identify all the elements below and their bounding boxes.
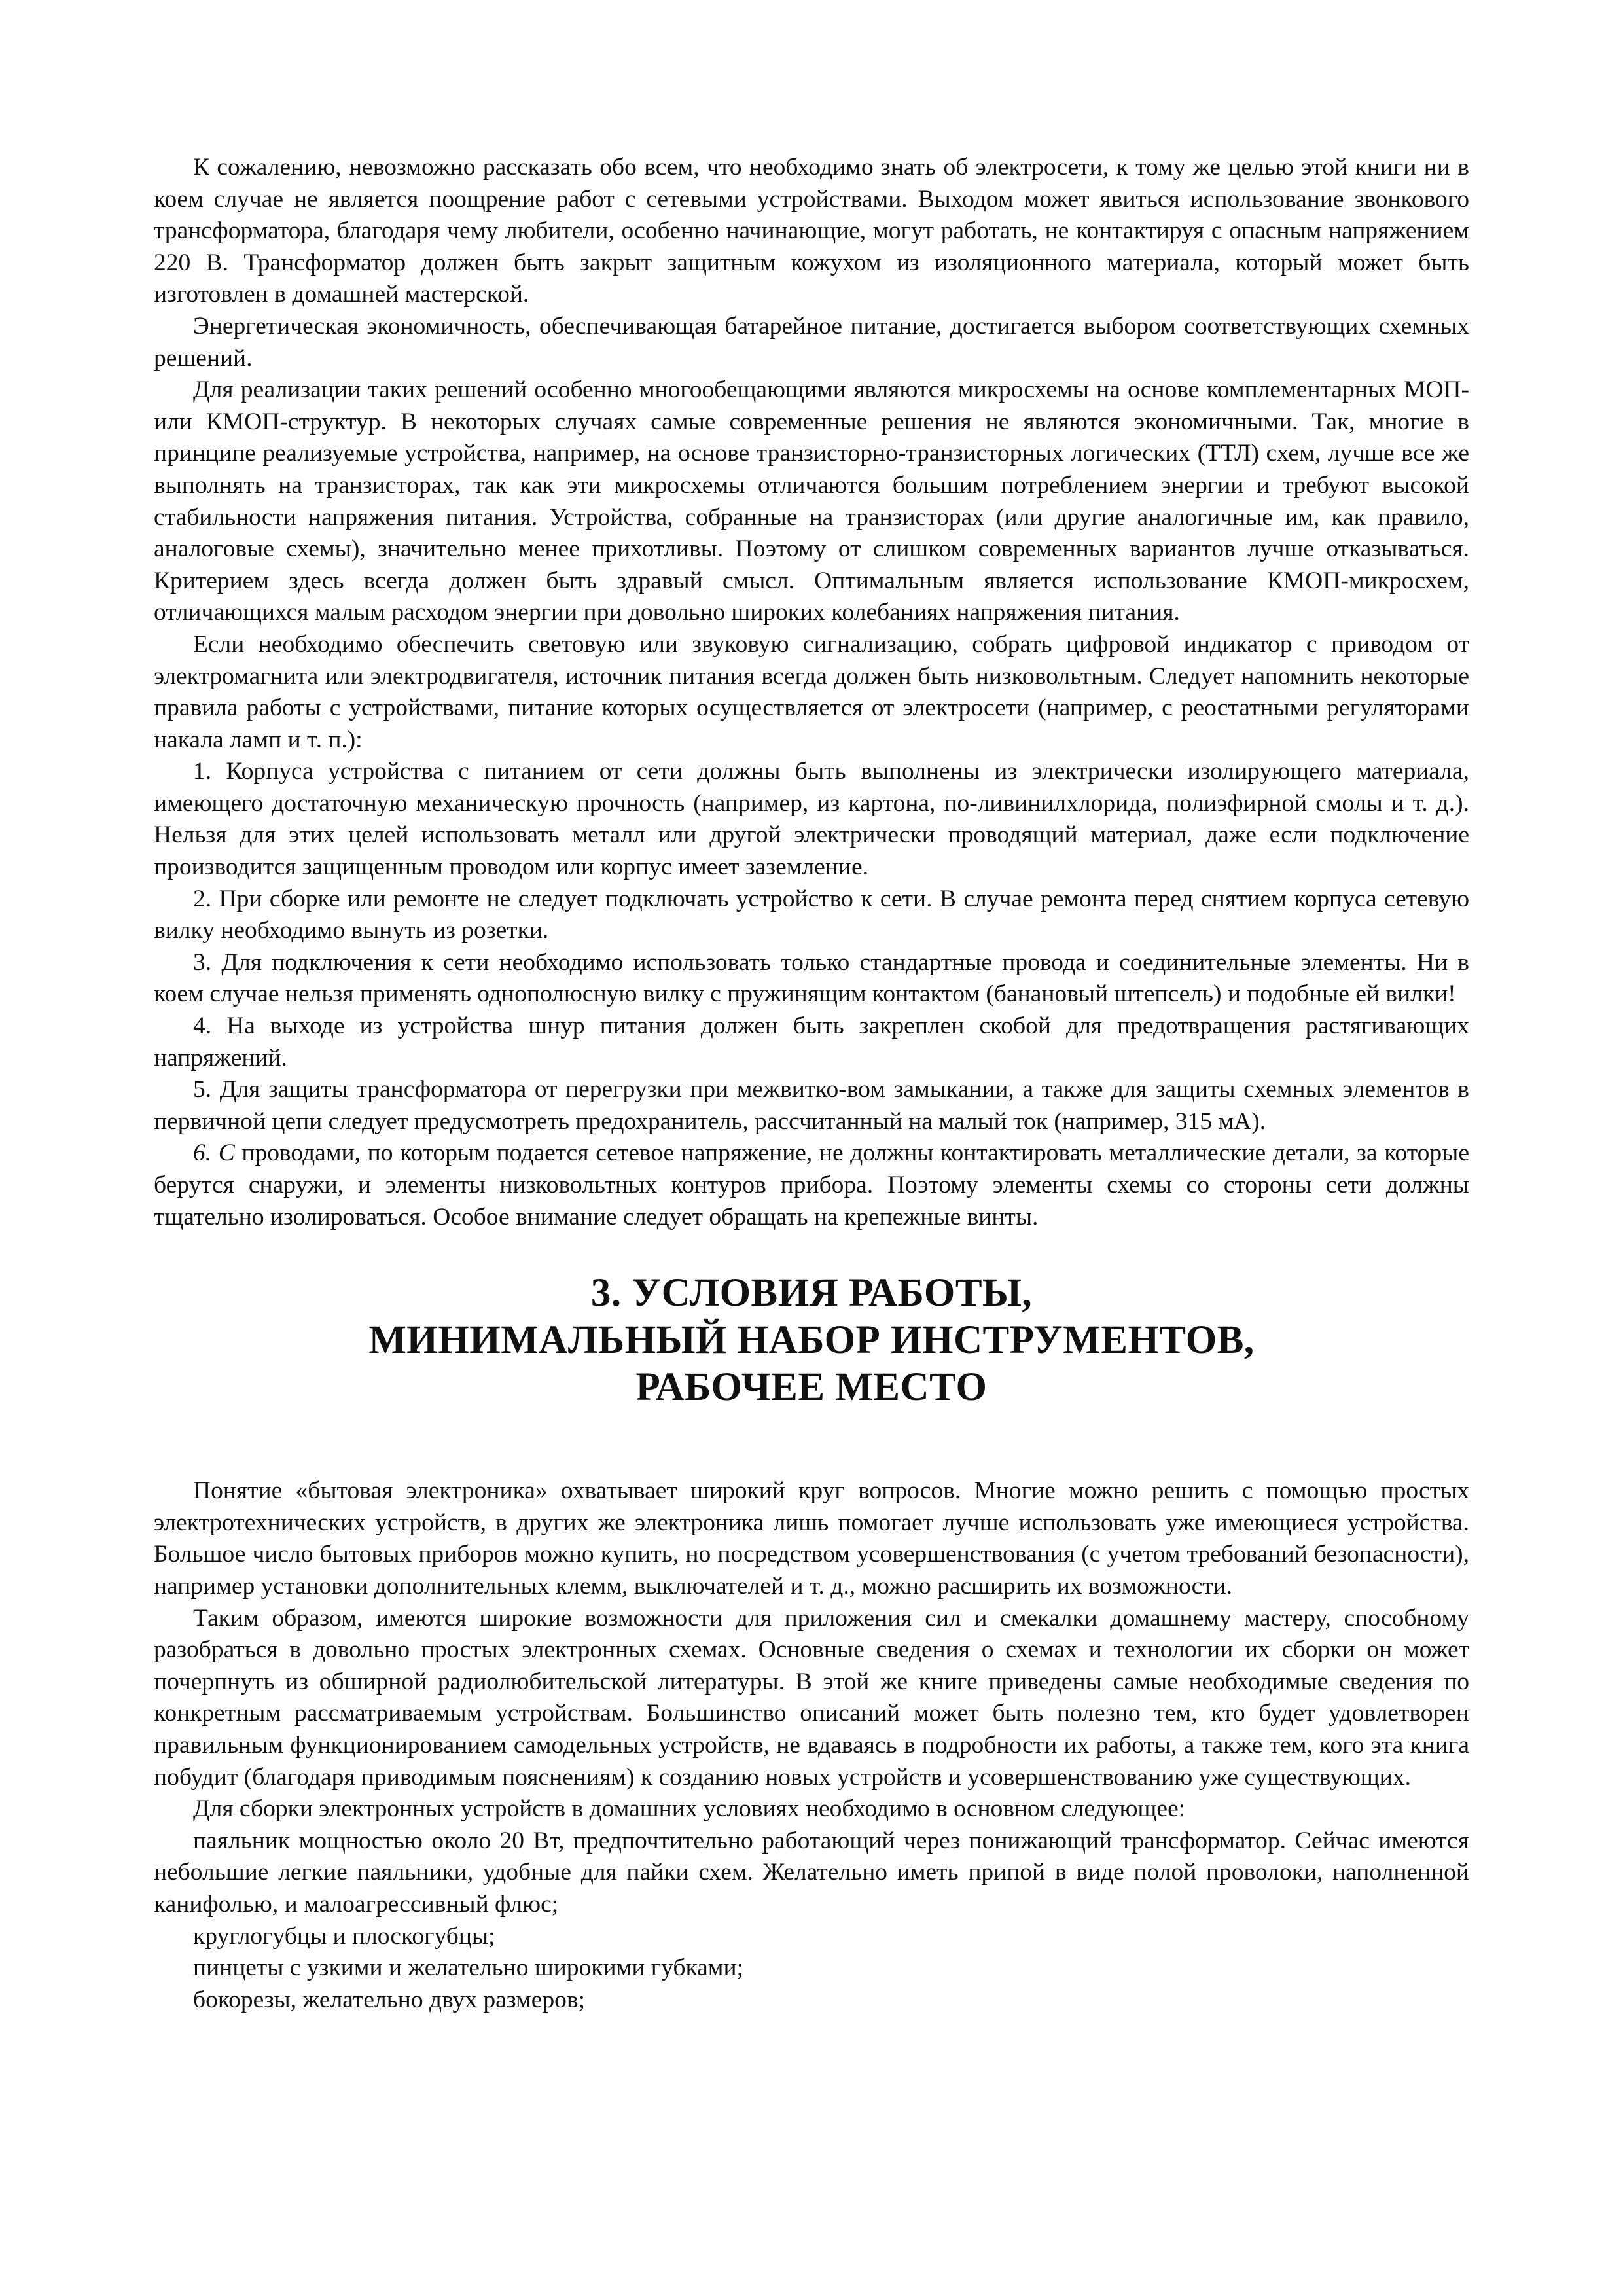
rule-item-6-text: проводами, по которым подается сетевое напряжение, не должны контактировать металлические детали, за которые берутся снаружи, и элементы низковольтных контуров прибора. Поэтому элементы схемы со стороны сети должны тщательно изолироваться. Особое внимание следует обращать на крепежные винты.: [154, 1139, 1470, 1230]
paragraph-household-electronics: Понятие «бытовая электроника» охватывает широкий круг вопросов. Многие можно решить с помощью простых электротехнических устройств, в других же электроника лишь помогает лучше использовать уже имеющиеся устройства. Большое число бытовых приборов можно купить, но посредством усовершенствования (с учетом требований безопасности), например установки дополнительных клемм, выключателей и т. д., можно расширить их возможности.: [154, 1477, 1469, 1600]
rule-item-4: 4. На выходе из устройства шнур питания должен быть закреплен скобой для предотвращения растягивающих напряжений.: [154, 1013, 1469, 1071]
list-item: пинцеты с узкими и желательно широкими губками;: [193, 1954, 743, 1982]
section-title-line-3: РАБОЧЕЕ МЕСТО: [635, 1365, 988, 1410]
document-page: [154, 152, 1469, 2016]
list-item: бокорезы, желательно двух размеров;: [193, 1986, 586, 2013]
rule-item-5: 5. Для защиты трансформатора от перегрузки при межвитко-вом замыкании, а также для защиты схемных элементов в первичной цепи следует предусмотреть предохранитель, рассчитанный на малый ток (например, 315 мА).: [154, 1076, 1469, 1135]
paragraph-cmos: Для реализации таких решений особенно многообещающими являются микросхемы на основе комплементарных МОП- или КМОП-структур. В некоторых случаях самые современные решения не являются экономичными. Так, многие в принципе реализуемые устройства, например, на основе транзисторно-транзисторных логических (ТТЛ) схем, лучше все же выполнять на транзисторах, так как эти микросхемы отличаются большим потреблением энергии и требуют высокой стабильности напряжения питания. Устройства, собранные на транзисторах (или другие аналогичные им, как правило, аналоговые схемы), значительно менее прихотливы. Поэтому от слишком современных вариантов лучше отказываться. Критерием здесь всегда должен быть здравый смысл. Оптимальным является использование КМОП-микросхем, отличающихся малым расходом энергии при довольно широких колебаниях напряжения питания.: [154, 376, 1469, 626]
paragraph-intro: К сожалению, невозможно рассказать обо всем, что необходимо знать об электросети, к тому же целью этой книги ни в коем случае не является поощрение работ с сетевыми устройствами. Выходом может явиться использование звонкового трансформатора, благодаря чему любители, особенно начинающие, могут работать, не контактируя с опасным напряжением 220 В. Трансформатор должен быть закрыт защитным кожухом из изоляционного материала, который может быть изготовлен в домашней мастерской.: [154, 154, 1469, 308]
rule-item-6: [154, 1138, 1469, 1233]
paragraph-energy: Энергетическая экономичность, обеспечивающая батарейное питание, достигается выбором соответствующих схемных решений.: [154, 312, 1469, 372]
section-title-line-1: 3. УСЛОВИЯ РАБОТЫ,: [590, 1271, 1033, 1316]
paragraph-assembly-needs: Для сборки электронных устройств в домашних условиях необходимо в основном следующее:: [193, 1795, 1186, 1823]
list-item: круглогубцы и плоскогубцы;: [193, 1922, 495, 1950]
paragraph-soldering-iron: паяльник мощностью около 20 Вт, предпочтительно работающий через понижающий трансформатор. Сейчас имеются небольшие легкие паяльники, удобные для пайки схем. Желательно иметь припой в виде полой проволоки, наполненной канифолью, и малоагрессивный флюс;: [154, 1827, 1469, 1918]
rule-item-1: 1. Корпуса устройства с питанием от сети должны быть выполнены из электрически изолирующего материала, имеющего достаточную механическую прочность (например, из картона, по-ливинилхлорида, полиэфирной смолы и т. д.). Нельзя для этих целей использовать металл или другой электрически проводящий материал, даже если подключение производится защищенным проводом или корпус имеет заземление.: [154, 758, 1469, 881]
paragraph-opportunities: Таким образом, имеются широкие возможности для приложения сил и смекалки домашнему мастеру, способному разобраться в довольно простых электронных схемах. Основные сведения о схемах и технологии их сборки он может почерпнуть из обширной радиолюбительской литературы. В этой же книге приведены самые необходимые сведения по конкретным рассматриваемым устройствам. Большинство описаний может быть полезно тем, кто будет удовлетворен правильным функционированием самодельных устройств, не вдаваясь в подробности их работы, а также тем, кого эта книга побудит (благодаря приводимым пояснениям) к созданию новых устройств и усовершенствованию уже существующих.: [154, 1604, 1469, 1791]
rule-item-6-number: 6. С: [193, 1139, 235, 1167]
paragraph-rules-intro: Если необходимо обеспечить световую или звуковую сигнализацию, собрать цифровой индикатор с приводом от электромагнита или электродвигателя, источник питания всегда должен быть низковольтным. Следует напомнить некоторые правила работы с устройствами, питание которых осуществляется от электросети (например, с реостатными регуляторами накала ламп и т. п.):: [154, 630, 1469, 753]
rule-item-2: 2. При сборке или ремонте не следует подключать устройство к сети. В случае ремонта перед снятием корпуса сетевую вилку необходимо вынуть из розетки.: [154, 885, 1469, 944]
section-title: [154, 1270, 1469, 1411]
rule-item-3: 3. Для подключения к сети необходимо использовать только стандартные провода и соединительные элементы. Ни в коем случае нельзя применять однополюсную вилку с пружинящим контактом (банановый штепсель) и подобные ей вилки!: [154, 948, 1469, 1008]
section-title-line-2: МИНИМАЛЬНЫЙ НАБОР ИНСТРУМЕНТОВ,: [368, 1318, 1255, 1363]
